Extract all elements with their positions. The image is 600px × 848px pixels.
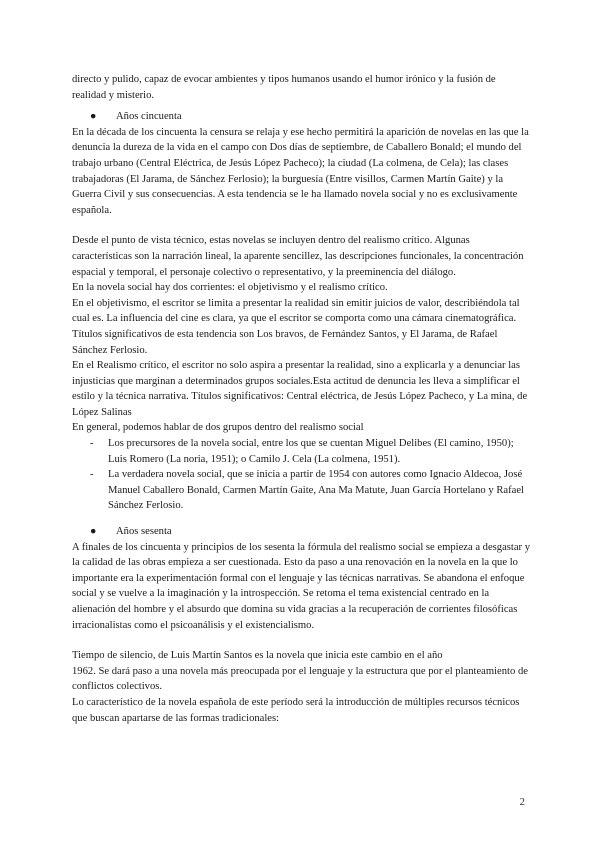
- paragraph-line: Tiempo de silencio, de Luis Martín Santos es la novela que inicia este cambio en el año: [72, 650, 443, 662]
- page-number: 2: [519, 796, 525, 808]
- intro-continuation: directo y pulido, capaz de evocar ambientes y tipos humanos usando el humor irónico y la fusión de realidad y misterio.: [72, 74, 496, 101]
- paragraph: A finales de los cincuenta y principios de los sesenta la fórmula del realismo social se empieza a desgastar y la calidad de las obras empieza a ser cuestionada. Esto da paso a una renovación en la novela en la que lo importante era la experimentación formal con el lenguaje y las técnicas narrativas. Se abandona el enfoque social y se vuelve a la imaginación y la introspección. Se retoma el tema existencial centrado en la alienación del hombre y el absurdo que domina su vida gracias a la recuperación de corrientes filosóficas irracionalistas como el psicoanálisis y el existencialismo.: [72, 541, 531, 631]
- paragraph: 1962. Se dará paso a una novela más preocupada por el lenguaje y la estructura que por el planteamiento de conflictos colectivos.: [72, 665, 528, 693]
- list-item-text: Los precursores de la novela social, entre los que se cuentan Miguel Delibes (El camino, 1950); Luis Romero (La noria, 1951); o Camilo J. Cela (La colmena, 1951).: [108, 438, 514, 465]
- section-heading-cincuenta: [72, 109, 532, 125]
- dash-icon: -: [90, 438, 94, 450]
- paragraph: Desde el punto de vista técnico, estas novelas se incluyen dentro del realismo crítico. Algunas características son la narración lineal, la aparente sencillez, las descripciones funcionales, la concentración espacial y temporal, el personaje colectivo o representativo, y la preeminencia del diálogo.: [72, 235, 524, 278]
- section-heading-text: Años sesenta: [116, 526, 172, 538]
- bullet-icon: ●: [90, 526, 97, 538]
- bullet-icon: ●: [90, 111, 97, 123]
- section-heading-text: Años cincuenta: [116, 111, 182, 123]
- paragraph: Lo característico de la novela española de este período será la introducción de múltiples recursos técnicos que buscan apartarse de las formas tradicionales:: [72, 696, 520, 724]
- list-item-text: La verdadera novela social, que se inicia a partir de 1954 con autores como Ignacio Aldecoa, José Manuel Caballero Bonald, Carmen Martín Gaite, Ana Ma Matute, Juan García Hortelano y Rafael Sánchez Ferlosio.: [108, 469, 524, 512]
- list-item: [72, 467, 532, 514]
- list-item: [72, 436, 532, 467]
- paragraph: En el Realismo crítico, el escritor no solo aspira a presentar la realidad, sino a explicarla y a denunciar las injusticias que marginan a determinados grupos sociales.Esta actitud de denuncia les lleva a simplificar el estilo y la técnica narrativa. Títulos significativos: Central eléctrica, de Jesús López Pacheco, y La mina, de López Salinas: [72, 360, 528, 418]
- groups-list: [72, 436, 532, 514]
- paragraph: En general, podemos hablar de dos grupos dentro del realismo social: [72, 422, 364, 434]
- paragraph: En la década de los cincuenta la censura se relaja y ese hecho permitirá la aparición de novelas en las que la denuncia la dureza de la vida en el campo con Dos días de septiembre, de Caballero Bonald; el mundo del trabajo urbano (Central Eléctrica, de Jesús López Pacheco); la ciudad (La colmena, de Cela); las clases trabajadoras (El Jarama, de Sánchez Ferlosio); la burguesía (Entre visillos, Carmen Martín Gaite) y la Guerra Civil y sus consecuencias. A esta tendencia se le ha llamado novela social y no es exclusivamente española.: [72, 126, 529, 216]
- document-page: [72, 72, 532, 726]
- paragraph: En la novela social hay dos corrientes: el objetivismo y el realismo crítico.: [72, 282, 388, 294]
- dash-icon: -: [90, 469, 94, 481]
- paragraph: En el objetivismo, el escritor se limita a presentar la realidad sin emitir juicios de valor, describiéndola tal cual es. La influencia del cine es clara, ya que el escritor se comporta como una cámara cinematográfica. Títulos significativos de esta tendencia son Los bravos, de Fernández Santos, y El Jarama, de Rafael Sánchez Ferlosio.: [72, 297, 520, 356]
- section-heading-sesenta: [72, 524, 532, 540]
